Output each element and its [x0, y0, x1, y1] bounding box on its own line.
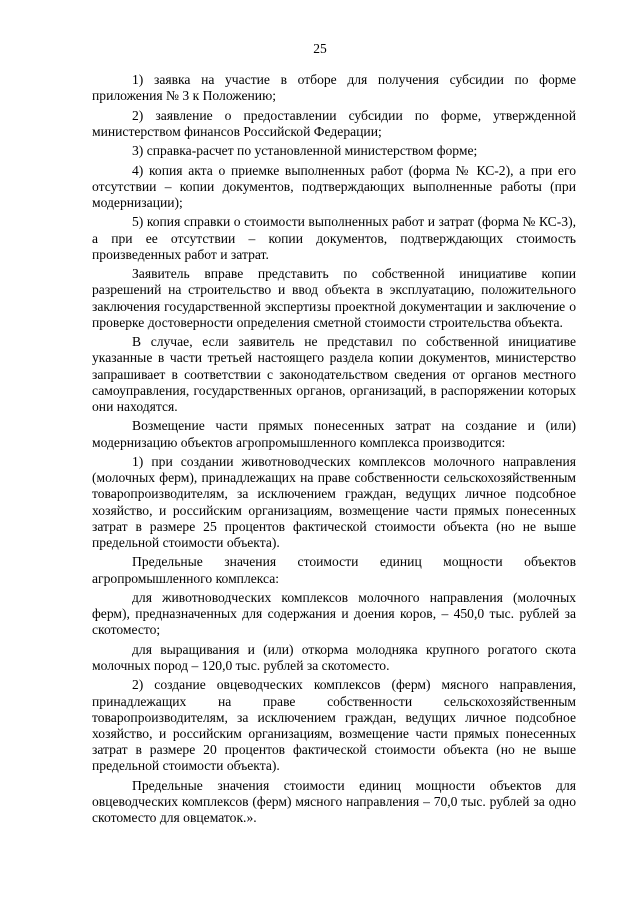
page-number: 25: [313, 41, 327, 56]
paragraph-sheep-complexes: 2) создание овцеводческих комплексов (ферм) мясного направления, принадлежащих на праве собственности сельскохозяйственным товаропроизводителям, за исключением граждан, ведущих личное подсобное хозяйство, и российским организациям, возмещение части прямых понесенных затрат в размере 20 процентов фактической стоимости объекта (но не выше предельной стоимости объекта).: [92, 677, 576, 774]
document-body: [92, 72, 576, 826]
paragraph-item-4: 4) копия акта о приемке выполненных работ (форма № КС-2), а при его отсутствии – копии документов, подтверждающих выполненные работы (при модернизации);: [92, 162, 576, 210]
paragraph-limit-values-intro: Предельные значения стоимости единиц мощности объектов агропромышленного комплекса:: [92, 554, 576, 586]
paragraph-dairy-limit: для животноводческих комплексов молочного направления (молочных ферм), предназначенных для содержания и доения коров, – 450,0 тыс. рублей за скотоместо;: [92, 589, 576, 638]
paragraph-applicant-right: Заявитель вправе представить по собственной инициативе копии разрешений на строительство и ввод объекта в эксплуатацию, положительного заключения государственной экспертизы проектной документации и заключение о проверке достоверности определения сметной стоимости строительства объекта.: [92, 266, 576, 330]
paragraph-item-3: 3) справка-расчет по установленной министерством форме;: [132, 143, 478, 159]
paragraph-reimbursement-intro: Возмещение части прямых понесенных затрат на создание и (или) модернизацию объектов агропромышленного комплекса производится:: [92, 418, 576, 450]
paragraph-item-5: 5) копия справки о стоимости выполненных работ и затрат (форма № КС-3), а при ее отсутствии – копии документов, подтверждающих стоимость произведенных работ и затрат.: [92, 214, 576, 262]
paragraph-item-1: 1) заявка на участие в отборе для получения субсидии по форме приложения № 3 к Положению;: [92, 72, 576, 104]
paragraph-item-2: 2) заявление о предоставлении субсидии по форме, утвержденной министерством финансов Российской Федерации;: [92, 107, 576, 139]
paragraph-youngstock-limit: для выращивания и (или) откорма молодняка крупного рогатого скота молочных пород – 120,0 тыс. рублей за скотоместо.: [92, 641, 576, 673]
paragraph-dairy-complexes: 1) при создании животноводческих комплексов молочного направления (молочных ферм), принадлежащих на праве собственности сельскохозяйственным товаропроизводителям, за исключением граждан, ведущих личное подсобное хозяйство, и российским организациям, возмещение части прямых понесенных затрат в размере 25 процентов фактической стоимости объекта (но не выше предельной стоимости объекта).: [92, 453, 576, 550]
paragraph-ministry-request: В случае, если заявитель не представил по собственной инициативе указанные в части третьей настоящего раздела копии документов, министерство запрашивает в соответствии с законодательством сведения от органов местного самоуправления, государственных органов, организаций, в распоряжении которых они находятся.: [92, 334, 576, 414]
paragraph-sheep-limit: Предельные значения стоимости единиц мощности объектов для овцеводческих комплексов (ферм) мясного направления – 70,0 тыс. рублей за одно скотоместо для овцематок.».: [92, 777, 576, 826]
